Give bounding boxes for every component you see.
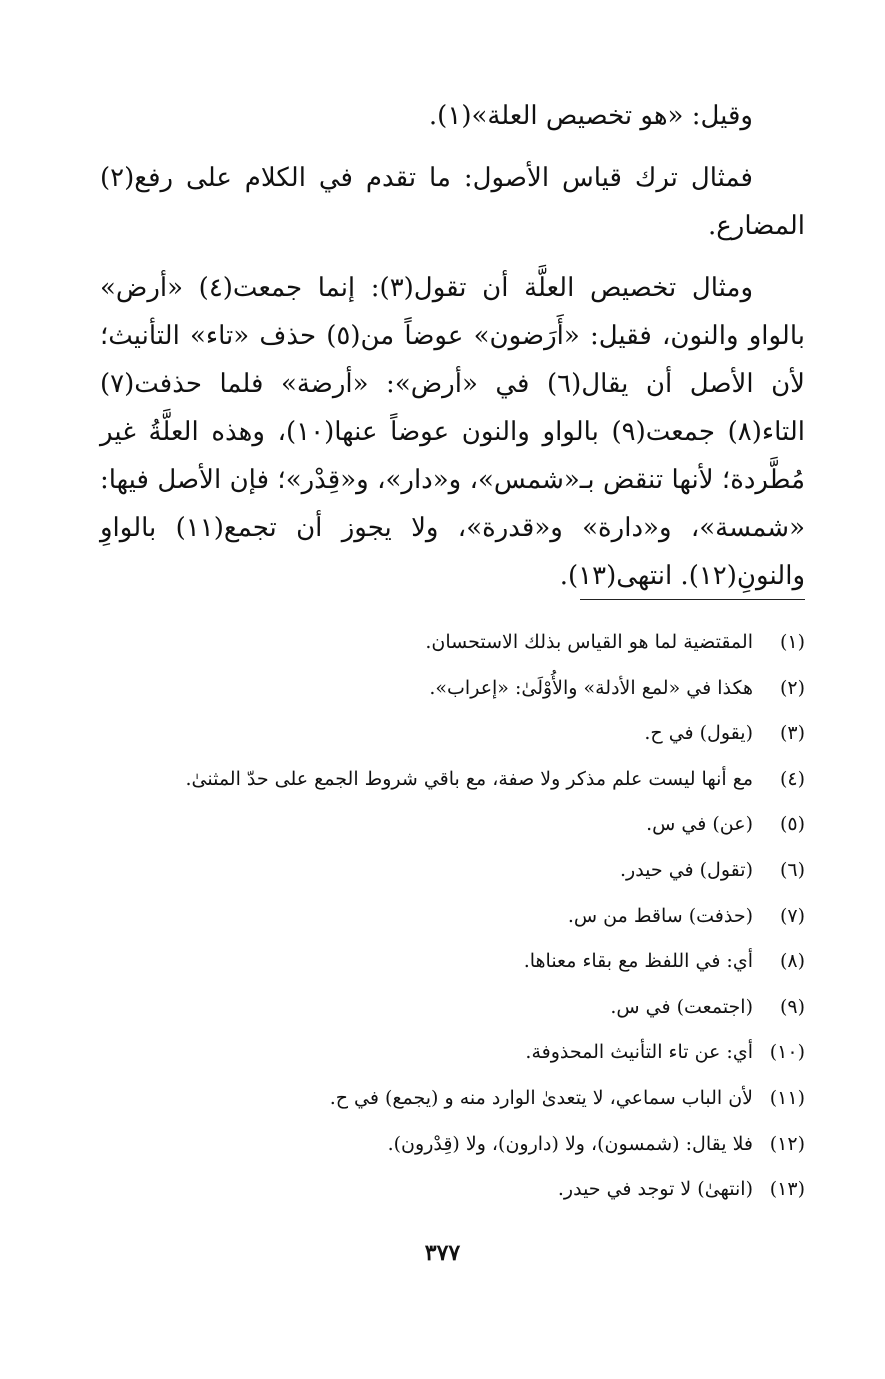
footnote-2 xyxy=(110,666,805,712)
footnote-text: (تقول) في حيدر. xyxy=(619,858,753,881)
footnote-7 xyxy=(110,894,805,940)
footnote-number: (٣) xyxy=(779,722,805,745)
page-number: ٣٧٧ xyxy=(424,1240,461,1266)
footnote-text: (يقول) في ح. xyxy=(644,722,753,745)
footnote-8 xyxy=(110,939,805,985)
footnote-text: هكذا في «لمع الأدلة» والأُوْلَىٰ: «إعراب». xyxy=(429,676,753,699)
footnote-number: (٥) xyxy=(779,813,805,836)
footnote-9 xyxy=(110,985,805,1031)
footnote-number: (١) xyxy=(779,631,805,653)
footnote-text: (اجتمعت) في س. xyxy=(610,995,753,1018)
footnote-13 xyxy=(110,1167,805,1213)
footnote-text: مع أنها ليست علم مذكر ولا صفة، مع باقي شروط الجمع على حدّ المثنىٰ. xyxy=(185,767,753,790)
footnote-number: (١٣) xyxy=(769,1178,805,1201)
main-text xyxy=(100,92,805,614)
footnote-number: (٨) xyxy=(779,950,805,973)
footnote-10 xyxy=(110,1030,805,1076)
footnote-number: (٦) xyxy=(779,858,805,881)
footnote-1 xyxy=(110,620,805,666)
footnote-number: (٤) xyxy=(779,767,805,790)
footnote-text: (حذفت) ساقط من س. xyxy=(567,904,753,927)
footnote-text: فلا يقال: (شمسون)، ولا (دارون)، ولا (قِدْرون). xyxy=(387,1132,753,1155)
paragraph-3: ومثال تخصيص العلَّة أن تقول(٣): إنما جمعت(٤) «أرض» بالواو والنون، فقيل: «أَرَضون» عوضاً من(٥) حذف «تاء» التأنيث؛ لأن الأصل أن يقال(٦) في «أرض»: «أرضة» فلما حذفت(٧) التاء(٨) جمعت(٩) بالواو والنون عوضاً عنها(١٠)، وهذه العلَّةُ غير مُطَّردة؛ لأنها تنقض بـ«شمس»، و«دار»، و«قِدْر»؛ فإن الأصل فيها: «شمسة»، و«دارة» و«قدرة»، ولا يجوز أن تجمع(١١) بالواوِ والنونِ(١٢). انتهى(١٣). xyxy=(100,273,805,591)
footnote-number: (١٠) xyxy=(769,1041,805,1064)
footnote-number: (٩) xyxy=(779,995,805,1018)
footnote-6 xyxy=(110,848,805,894)
footnote-number: (١١) xyxy=(769,1086,805,1109)
footnote-text: المقتضية لما هو القياس بذلك الاستحسان. xyxy=(425,631,753,653)
footnote-5 xyxy=(110,802,805,848)
footnotes xyxy=(110,620,805,1213)
paragraph-1: وقيل: «هو تخصيص العلة»(١). xyxy=(428,101,753,131)
footnote-number: (٧) xyxy=(779,904,805,927)
footnote-separator xyxy=(580,599,805,600)
footnote-text: لأن الباب سماعي، لا يتعدىٰ الوارد منه و (يجمع) في ح. xyxy=(329,1086,753,1109)
footnote-4 xyxy=(110,757,805,803)
footnote-12 xyxy=(110,1122,805,1168)
footnote-text: أي: عن تاء التأنيث المحذوفة. xyxy=(525,1041,753,1064)
footnote-text: (عن) في س. xyxy=(646,813,753,836)
footnote-3 xyxy=(110,711,805,757)
footnote-number: (٢) xyxy=(779,676,805,699)
footnote-11 xyxy=(110,1076,805,1122)
paragraph-2: فمثال ترك قياس الأصول: ما تقدم في الكلام على رفع(٢) المضارع. xyxy=(100,163,805,241)
footnote-text: أي: في اللفظ مع بقاء معناها. xyxy=(523,950,753,973)
footnote-text: (انتهىٰ) لا توجد في حيدر. xyxy=(557,1178,753,1201)
footnote-number: (١٢) xyxy=(769,1132,805,1155)
